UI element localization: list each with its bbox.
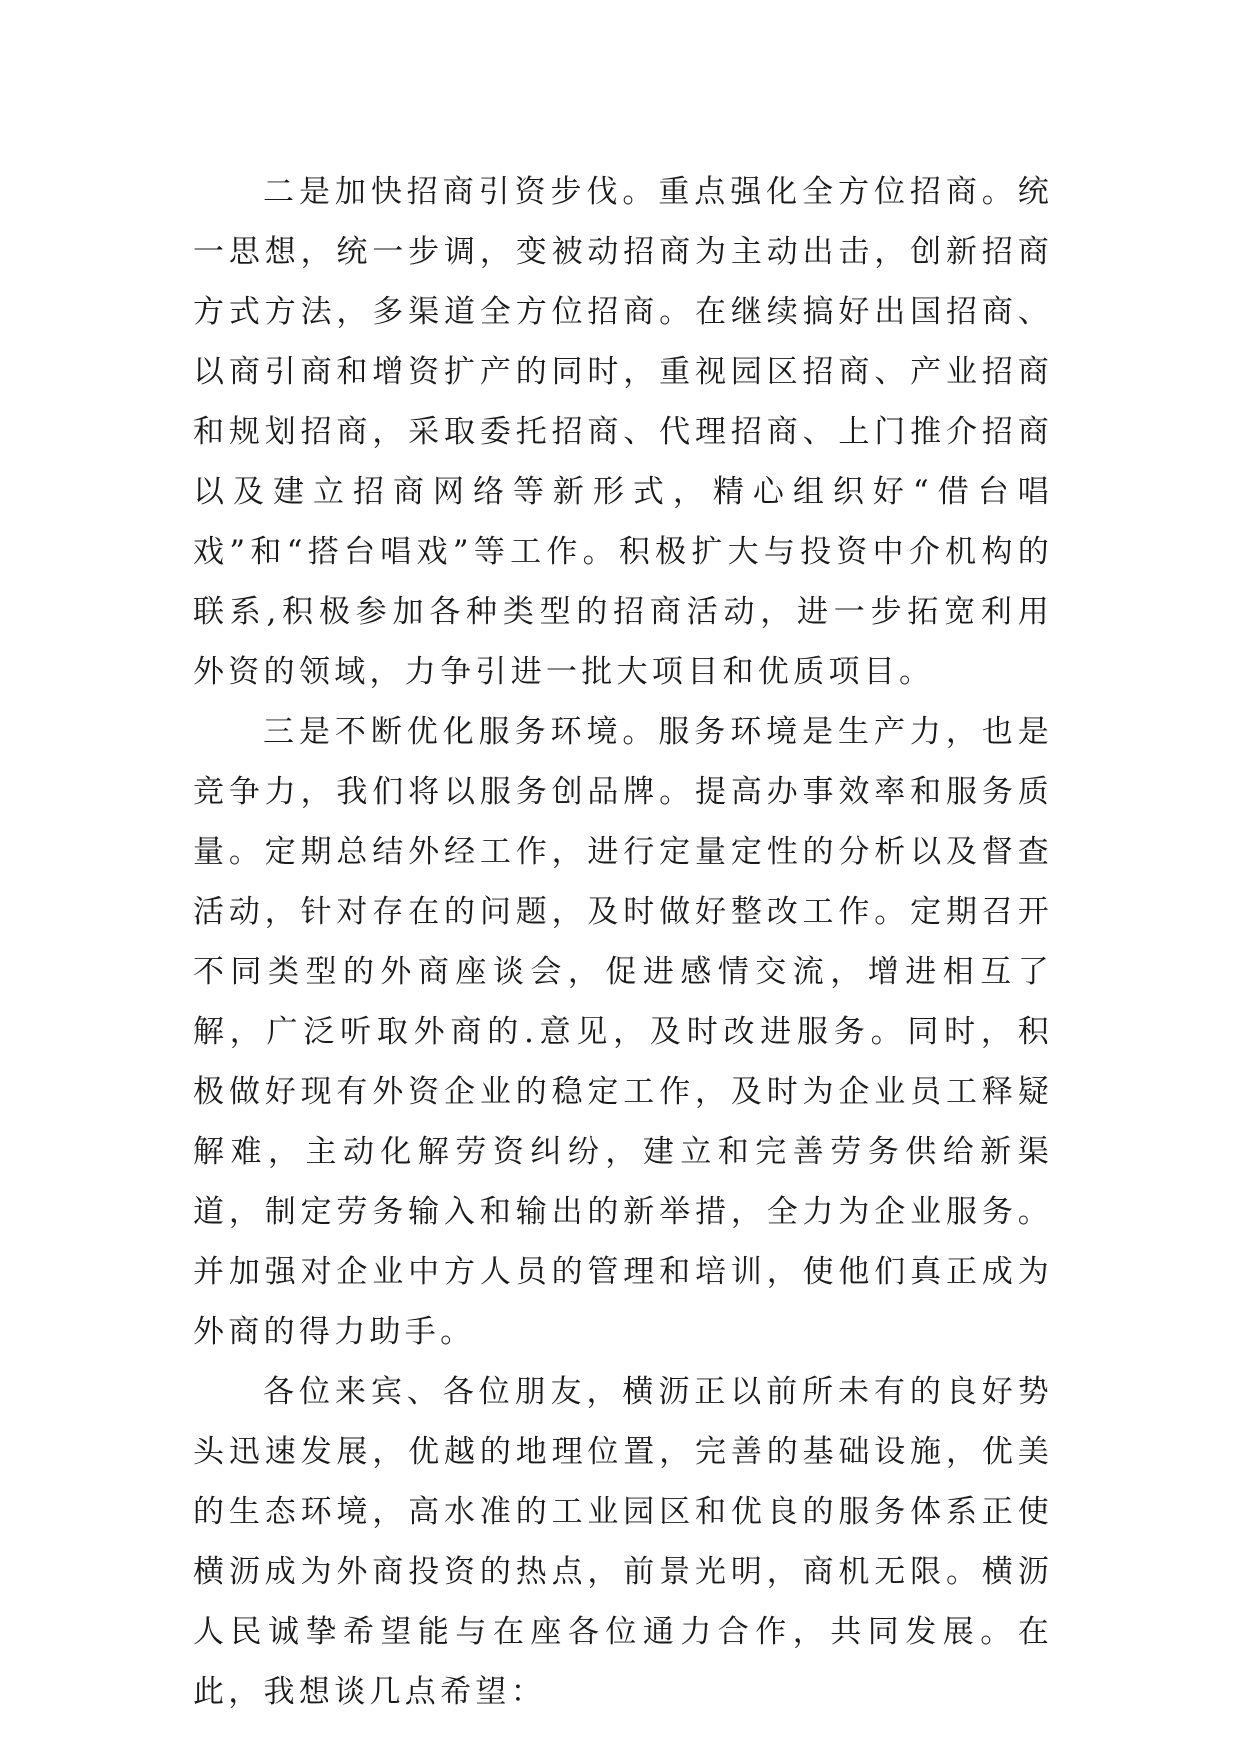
document-body	[193, 162, 1053, 1722]
paragraph-investment: 二是加快招商引资步伐。重点强化全方位招商。统一思想，统一步调，变被动招商为主动出击，创新招商方式方法，多渠道全方位招商。在继续搞好出国招商、以商引商和增资扩产的同时，重视园区招商、产业招商和规划招商，采取委托招商、代理招商、上门推介招商以及建立招商网络等新形式，精心组织好“借台唱戏”和“搭台唱戏”等工作。积极扩大与投资中介机构的联系,积极参加各种类型的招商活动，进一步拓宽利用外资的领域，力争引进一批大项目和优质项目。	[193, 174, 1053, 690]
paragraph-closing-remarks: 各位来宾、各位朋友，横沥正以前所未有的良好势头迅速发展，优越的地理位置，完善的基础设施，优美的生态环境，高水准的工业园区和优良的服务体系正使横沥成为外商投资的热点，前景光明，商机无限。横沥人民诚挚希望能与在座各位通力合作，共同发展。在此，我想谈几点希望：	[193, 1374, 1053, 1710]
paragraph-service-environment: 三是不断优化服务环境。服务环境是生产力，也是竞争力，我们将以服务创品牌。提高办事效率和服务质量。定期总结外经工作，进行定量定性的分析以及督查活动，针对存在的问题，及时做好整改工作。定期召开不同类型的外商座谈会，促进感情交流，增进相互了解，广泛听取外商的.意见，及时改进服务。同时，积极做好现有外资企业的稳定工作，及时为企业员工释疑解难，主动化解劳资纠纷，建立和完善劳务供给新渠道，制定劳务输入和输出的新举措，全力为企业服务。并加强对企业中方人员的管理和培训，使他们真正成为外商的得力助手。	[193, 714, 1053, 1350]
